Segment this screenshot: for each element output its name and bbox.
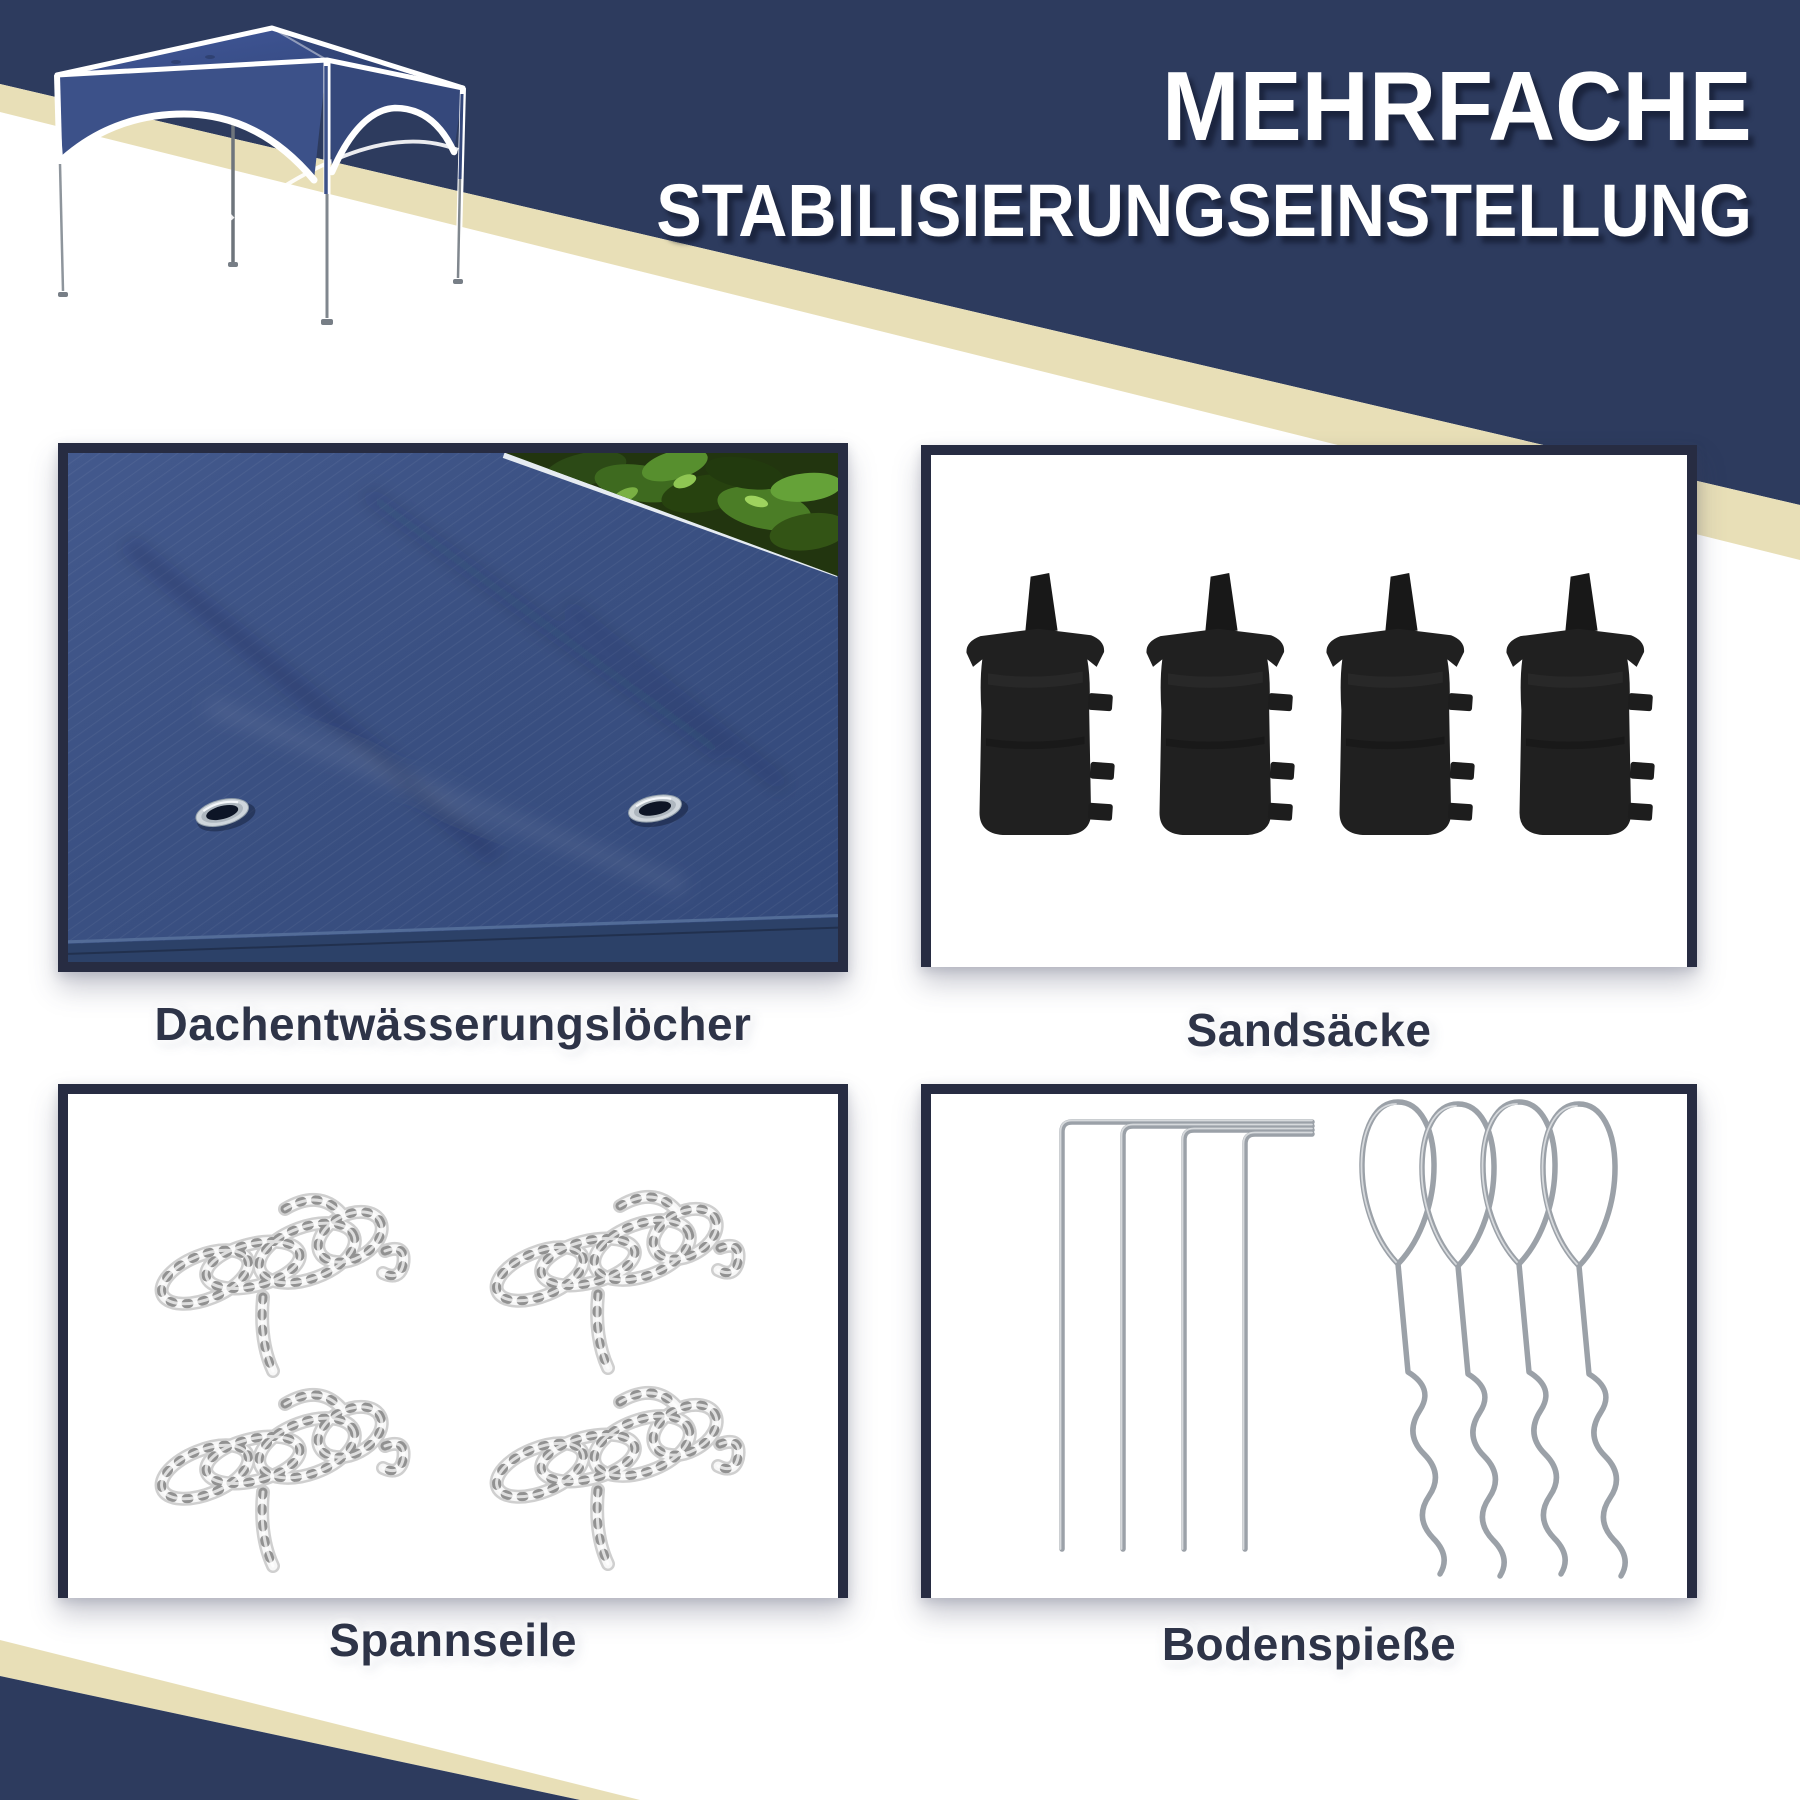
feature-card-roof-drainage <box>58 443 848 972</box>
gazebo-illustration <box>14 4 488 336</box>
page-title-line1: MEHRFACHE <box>1162 51 1752 161</box>
straight-peg-image <box>1061 1121 1313 1550</box>
feature-card-guy-ropes <box>58 1084 848 1598</box>
page-title-line2: STABILISIERUNGSEINSTELLUNG <box>656 169 1752 252</box>
caption-ground-stakes: Bodenspieße <box>1161 1618 1457 1670</box>
spiral-stake-image <box>1361 1102 1625 1576</box>
sandbag-image <box>1500 571 1658 850</box>
ground-stakes-image <box>931 1094 1687 1598</box>
sandbag-image <box>1140 571 1298 850</box>
roof-photo <box>68 453 838 962</box>
gazebo-valance-left <box>57 60 327 180</box>
feature-card-ground-stakes <box>921 1084 1697 1598</box>
caption-roof-drainage: Dachentwässerungslöcher <box>154 998 752 1050</box>
sandbag-image <box>960 571 1118 850</box>
feature-card-sandbags <box>921 445 1697 967</box>
sandbag-image <box>1320 571 1478 850</box>
caption-sandbags: Sandsäcke <box>1186 1004 1432 1056</box>
caption-guy-ropes: Spannseile <box>329 1614 577 1666</box>
rope-image <box>135 1360 435 1598</box>
rope-image <box>470 1358 770 1598</box>
